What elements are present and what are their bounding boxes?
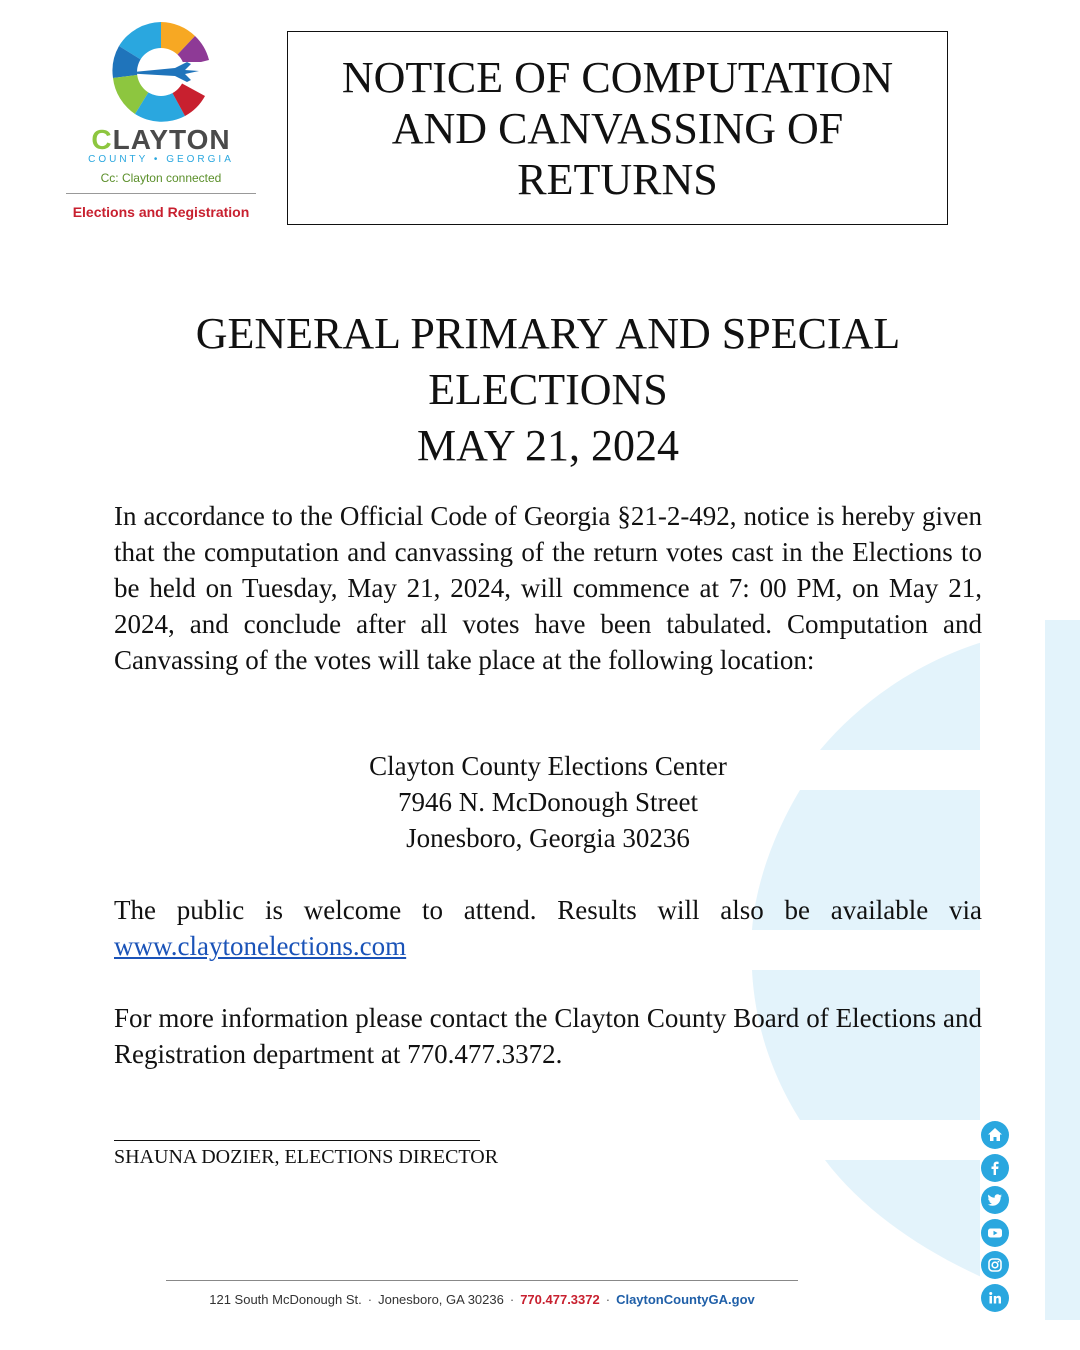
facebook-icon[interactable]	[981, 1154, 1009, 1182]
footer-address: 121 South McDonough St.	[209, 1292, 362, 1307]
signature-line	[114, 1140, 480, 1141]
social-icons	[981, 1121, 1011, 1317]
youtube-icon[interactable]	[981, 1219, 1009, 1247]
address-line-3: Jonesboro, Georgia 30236	[406, 823, 690, 853]
globe-plane-logo-icon	[105, 16, 217, 128]
linkedin-icon[interactable]	[981, 1284, 1009, 1312]
footer-phone[interactable]: 770.477.3372	[520, 1292, 600, 1307]
clayton-county-logo	[58, 16, 264, 220]
results-paragraph	[114, 892, 982, 964]
signature-name: SHAUNA DOZIER, ELECTIONS DIRECTOR	[114, 1146, 499, 1168]
footer-city: Jonesboro, GA 30236	[378, 1292, 504, 1307]
globe-watermark	[700, 600, 1080, 1350]
elections-website-link[interactable]: www.claytonelections.com	[114, 931, 407, 961]
contact-paragraph: For more information please contact the Clayton County Board of Elections and Registration department at 770.477.3372.	[114, 1003, 982, 1069]
heading-date: MAY 21, 2024	[416, 421, 679, 470]
heading-line-1: GENERAL PRIMARY AND SPECIAL	[195, 309, 901, 358]
heading-line-2: ELECTIONS	[428, 365, 668, 414]
footer-separator: ·	[509, 1292, 515, 1307]
home-icon[interactable]	[981, 1121, 1009, 1149]
location-address	[114, 748, 982, 856]
election-heading	[100, 306, 996, 474]
results-text: The public is welcome to attend. Results will also be available via	[114, 895, 982, 925]
footer-separator: ·	[605, 1292, 611, 1307]
logo-divider	[66, 193, 256, 194]
logo-tagline: Cc: Clayton connected	[100, 171, 222, 185]
address-line-1: Clayton County Elections Center	[369, 751, 727, 781]
twitter-icon[interactable]	[981, 1186, 1009, 1214]
footer-website[interactable]: ClaytonCountyGA.gov	[616, 1292, 755, 1307]
logo-wordmark: CLAYTON	[91, 124, 231, 155]
address-line-2: 7946 N. McDonough Street	[398, 787, 698, 817]
footer-separator: ·	[367, 1292, 373, 1307]
footer-divider	[166, 1280, 798, 1281]
footer	[166, 1292, 798, 1307]
notice-paragraph: In accordance to the Official Code of Georgia §21-2-492, notice is hereby given that the computation and canvassing of the return votes cast in the Elections to be held on Tuesday, May 21, 2024, will commence at 7: 00 PM, on May 21, 2024, and conclude after all votes have been tabulated. Computation and Canvassing of the votes will take place at the following location:	[114, 501, 982, 675]
instagram-icon[interactable]	[981, 1251, 1009, 1279]
notice-title: NOTICE OF COMPUTATION AND CANVASSING OF RETURNS	[341, 52, 894, 204]
notice-title-box	[287, 31, 948, 225]
logo-subtitle: COUNTY • GEORGIA	[88, 154, 234, 165]
department-name: Elections and Registration	[72, 204, 250, 220]
